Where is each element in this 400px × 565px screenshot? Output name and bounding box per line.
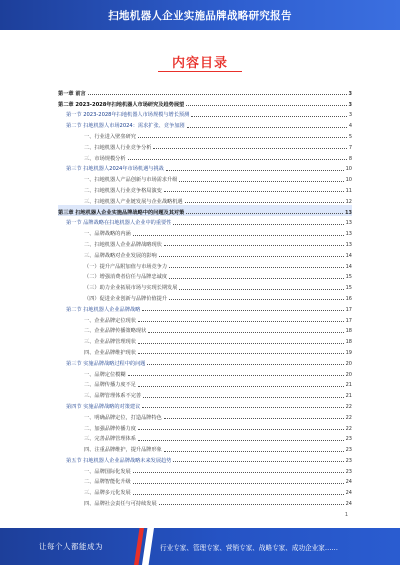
toc-entry[interactable]	[58, 118, 352, 129]
toc-leader-dots	[191, 116, 347, 117]
toc-entry-text: 三、品牌多元化发展	[84, 490, 131, 497]
toc-entry-page: 13	[345, 220, 352, 227]
toc-entry-page: 5	[348, 133, 352, 140]
toc-entry-page: 21	[345, 393, 352, 400]
toc-entry-page: 15	[345, 274, 352, 281]
toc-entry-text: 第二节 扫地机器人企业品牌战略	[66, 306, 141, 313]
toc-entry[interactable]	[58, 442, 352, 453]
toc-leader-dots	[169, 299, 344, 300]
toc-entry-text: 一、扫地机器人产品创新与市场需求升级	[84, 177, 178, 184]
toc-entry-page: 7	[348, 144, 352, 151]
toc-entry-text: 二、品牌传播力度不足	[84, 382, 136, 389]
toc-entry-text: （一）提升产品附加值与市场竞争力	[84, 263, 168, 270]
toc-leader-dots	[166, 170, 344, 171]
toc-leader-dots	[138, 353, 344, 354]
toc-entry[interactable]	[58, 378, 352, 389]
toc-entry-page: 3	[348, 101, 352, 108]
toc-entry[interactable]	[58, 475, 352, 486]
footer-tagline: 行业专家、管理专家、营销专家、战略专家、成功企业家……	[160, 543, 339, 552]
toc-leader-dots	[142, 310, 343, 311]
toc-entry-page: 14	[345, 252, 352, 259]
report-title: 扫地机器人企业实施品牌战略研究报告	[108, 9, 292, 22]
toc-leader-dots	[138, 440, 344, 441]
toc-entry[interactable]	[58, 367, 352, 378]
toc-entry[interactable]	[58, 302, 352, 313]
toc-entry-text: 第四节 实施品牌战略的对策建议	[66, 403, 141, 410]
toc-leader-dots	[133, 483, 344, 484]
toc-entry[interactable]	[58, 205, 352, 216]
toc-entry[interactable]	[58, 421, 352, 432]
toc-leader-dots	[148, 332, 343, 333]
toc-entry[interactable]	[58, 270, 352, 281]
toc-entry-page: 23	[345, 457, 352, 464]
toc-entry-text: 四、企业品牌维护现状	[84, 349, 136, 356]
toc-leader-dots	[143, 397, 344, 398]
toc-entry-page: 3	[348, 90, 352, 97]
toc-entry-page: 17	[345, 306, 352, 313]
toc-entry-text: 第三节 实施品牌战略过程中的问题	[66, 360, 146, 367]
toc-entry-page: 22	[345, 403, 352, 410]
toc-entry-page: 20	[345, 371, 352, 378]
toc-entry-text: 第三章 扫地机器人企业实施品牌战略中的问题及其对策	[58, 209, 185, 216]
toc-leader-dots	[153, 148, 346, 149]
toc-entry-text: 一、行业进入壁垒研究	[84, 133, 136, 140]
toc-entry-text: 一、企业品牌定位现状	[84, 317, 136, 324]
toc-leader-dots	[179, 181, 343, 182]
table-of-contents	[58, 86, 352, 507]
toc-entry-page: 23	[345, 468, 352, 475]
toc-entry-page: 19	[345, 349, 352, 356]
toc-leader-dots	[88, 94, 347, 95]
toc-entry-text: 第一节 品牌战略在扫地机器人企业中的重要性	[66, 220, 172, 227]
toc-entry-page: 22	[345, 425, 352, 432]
toc-entry-text: 一、品牌国际化发展	[84, 468, 131, 475]
toc-entry[interactable]	[58, 345, 352, 356]
toc-leader-dots	[147, 364, 343, 365]
toc-entry[interactable]	[58, 280, 352, 291]
toc-entry[interactable]	[58, 410, 352, 421]
toc-entry-page: 21	[345, 382, 352, 389]
toc-entry[interactable]	[58, 248, 352, 259]
toc-entry-text: 第五节 扫地机器人企业品牌战略未来发展趋势	[66, 457, 172, 464]
toc-entry-text: （三）助力企业拓展市场与实现长期发展	[84, 285, 178, 292]
toc-leader-dots	[128, 159, 347, 160]
toc-leader-dots	[186, 105, 346, 106]
toc-leader-dots	[128, 375, 344, 376]
toc-entry-text: 第二节 扫地机器人市场2024：需求扩张、竞争加剧	[66, 123, 185, 130]
toc-entry-page: 12	[345, 198, 352, 205]
toc-leader-dots	[179, 289, 343, 290]
toc-entry-page: 10	[345, 166, 352, 173]
toc-entry[interactable]	[58, 496, 352, 507]
toc-leader-dots	[164, 451, 344, 452]
footer-divider	[142, 528, 154, 565]
toc-entry-text: 第一节 2023-2028年扫地机器人市场规模与增长预测	[66, 112, 190, 119]
toc-leader-dots	[185, 202, 344, 203]
toc-leader-dots	[164, 418, 344, 419]
toc-leader-dots	[164, 245, 344, 246]
footer-banner	[0, 528, 400, 565]
toc-leader-dots	[138, 386, 344, 387]
toc-leader-dots	[159, 256, 344, 257]
toc-entry-page: 23	[345, 447, 352, 454]
toc-entry-text: 三、品牌战略对企业发展的影响	[84, 252, 157, 259]
toc-entry-text: 四、品牌社会责任与可持续发展	[84, 501, 157, 508]
toc-entry-page: 8	[348, 155, 352, 162]
toc-entry[interactable]	[58, 399, 352, 410]
toc-heading-underline	[158, 71, 242, 72]
toc-leader-dots	[142, 407, 343, 408]
toc-entry[interactable]	[58, 432, 352, 443]
toc-entry[interactable]	[58, 356, 352, 367]
header-banner	[0, 0, 400, 30]
toc-entry[interactable]	[58, 151, 352, 162]
toc-entry-text: 二、扫地机器人行业竞争分析	[84, 144, 152, 151]
toc-entry-page: 11	[345, 187, 352, 194]
toc-entry[interactable]	[58, 485, 352, 496]
page-number: 1	[344, 512, 348, 518]
toc-entry-page: 17	[345, 317, 352, 324]
toc-leader-dots	[159, 504, 344, 505]
toc-entry-text: 一、品牌定位模糊	[84, 371, 126, 378]
toc-entry-page: 24	[345, 501, 352, 508]
toc-entry-page: 14	[345, 263, 352, 270]
toc-entry-page: 3	[348, 112, 352, 119]
toc-entry-page: 22	[345, 414, 352, 421]
toc-entry-text: 一、品牌战略的内涵	[84, 231, 131, 238]
toc-entry-text: 第三节 扫地机器人2024年市场机遇与挑战	[66, 166, 164, 173]
toc-entry[interactable]	[58, 129, 352, 140]
toc-entry-page: 13	[345, 241, 352, 248]
toc-entry-text: 二、品牌智能化升级	[84, 479, 131, 486]
toc-entry-text: 三、扫地机器人产业链发展与企业战略机遇	[84, 198, 183, 205]
toc-entry-text: （四）促进企业创新与品牌价值提升	[84, 295, 168, 302]
toc-entry-text: 三、市场规模分析	[84, 155, 126, 162]
toc-entry[interactable]	[58, 194, 352, 205]
toc-entry-page: 4	[348, 123, 352, 130]
toc-leader-dots	[133, 494, 344, 495]
toc-entry-text: 一、明确品牌定位，打造品牌特色	[84, 414, 162, 421]
toc-entry-page: 24	[345, 479, 352, 486]
toc-heading: 内容目录	[171, 56, 228, 71]
toc-entry-page: 10	[345, 177, 352, 184]
toc-entry-page: 16	[345, 295, 352, 302]
toc-entry-page: 24	[345, 490, 352, 497]
toc-entry-page: 23	[345, 436, 352, 443]
toc-entry-page: 18	[345, 339, 352, 346]
toc-leader-dots	[187, 127, 347, 128]
toc-entry[interactable]	[58, 259, 352, 270]
toc-entry[interactable]	[58, 172, 352, 183]
toc-leader-dots	[169, 267, 344, 268]
toc-entry[interactable]	[58, 97, 352, 108]
toc-leader-dots	[169, 278, 344, 279]
toc-entry-page: 13	[345, 231, 352, 238]
toc-entry[interactable]	[58, 324, 352, 335]
toc-leader-dots	[173, 461, 343, 462]
toc-entry-text: 二、加强品牌传播力度	[84, 425, 136, 432]
toc-entry-page: 18	[345, 328, 352, 335]
toc-entry[interactable]	[58, 237, 352, 248]
toc-entry-text: 第二章 2023-2028年扫地机器人市场研究及趋势展望	[58, 101, 185, 108]
toc-entry[interactable]	[58, 183, 352, 194]
toc-entry-text: 四、注重品牌维护，提升品牌形象	[84, 447, 162, 454]
toc-entry[interactable]	[58, 108, 352, 119]
toc-entry[interactable]	[58, 388, 352, 399]
toc-entry[interactable]	[58, 453, 352, 464]
toc-entry-text: 三、完善品牌管理体系	[84, 436, 136, 443]
toc-leader-dots	[138, 343, 344, 344]
toc-leader-dots	[186, 213, 343, 214]
toc-leader-dots	[133, 472, 344, 473]
toc-leader-dots	[138, 429, 344, 430]
toc-entry-text: 三、品牌管理体系不完善	[84, 393, 142, 400]
toc-entry[interactable]	[58, 162, 352, 173]
toc-entry-text: （二）增强消费者信任与品牌忠诚度	[84, 274, 168, 281]
toc-leader-dots	[173, 224, 343, 225]
toc-entry-page: 13	[345, 209, 352, 216]
toc-entry-text: 三、企业品牌管理现状	[84, 339, 136, 346]
toc-entry[interactable]	[58, 140, 352, 151]
toc-leader-dots	[138, 321, 344, 322]
toc-entry-text: 二、扫地机器人行业竞争格局演变	[84, 187, 162, 194]
toc-leader-dots	[164, 191, 344, 192]
toc-entry-text: 第一章 前言	[58, 90, 86, 97]
toc-entry-text: 二、企业品牌传播策略现状	[84, 328, 147, 335]
footer-slogan: 让每个人都能成为	[39, 542, 103, 551]
toc-entry[interactable]	[58, 334, 352, 345]
toc-leader-dots	[138, 137, 347, 138]
toc-entry[interactable]	[58, 313, 352, 324]
toc-entry[interactable]	[58, 216, 352, 227]
toc-entry[interactable]	[58, 226, 352, 237]
toc-entry-text: 二、扫地机器人企业品牌战略现状	[84, 241, 162, 248]
toc-leader-dots	[133, 235, 344, 236]
toc-entry[interactable]	[58, 291, 352, 302]
toc-entry-page: 20	[345, 360, 352, 367]
toc-entry[interactable]	[58, 86, 352, 97]
toc-entry[interactable]	[58, 464, 352, 475]
toc-entry-page: 15	[345, 285, 352, 292]
